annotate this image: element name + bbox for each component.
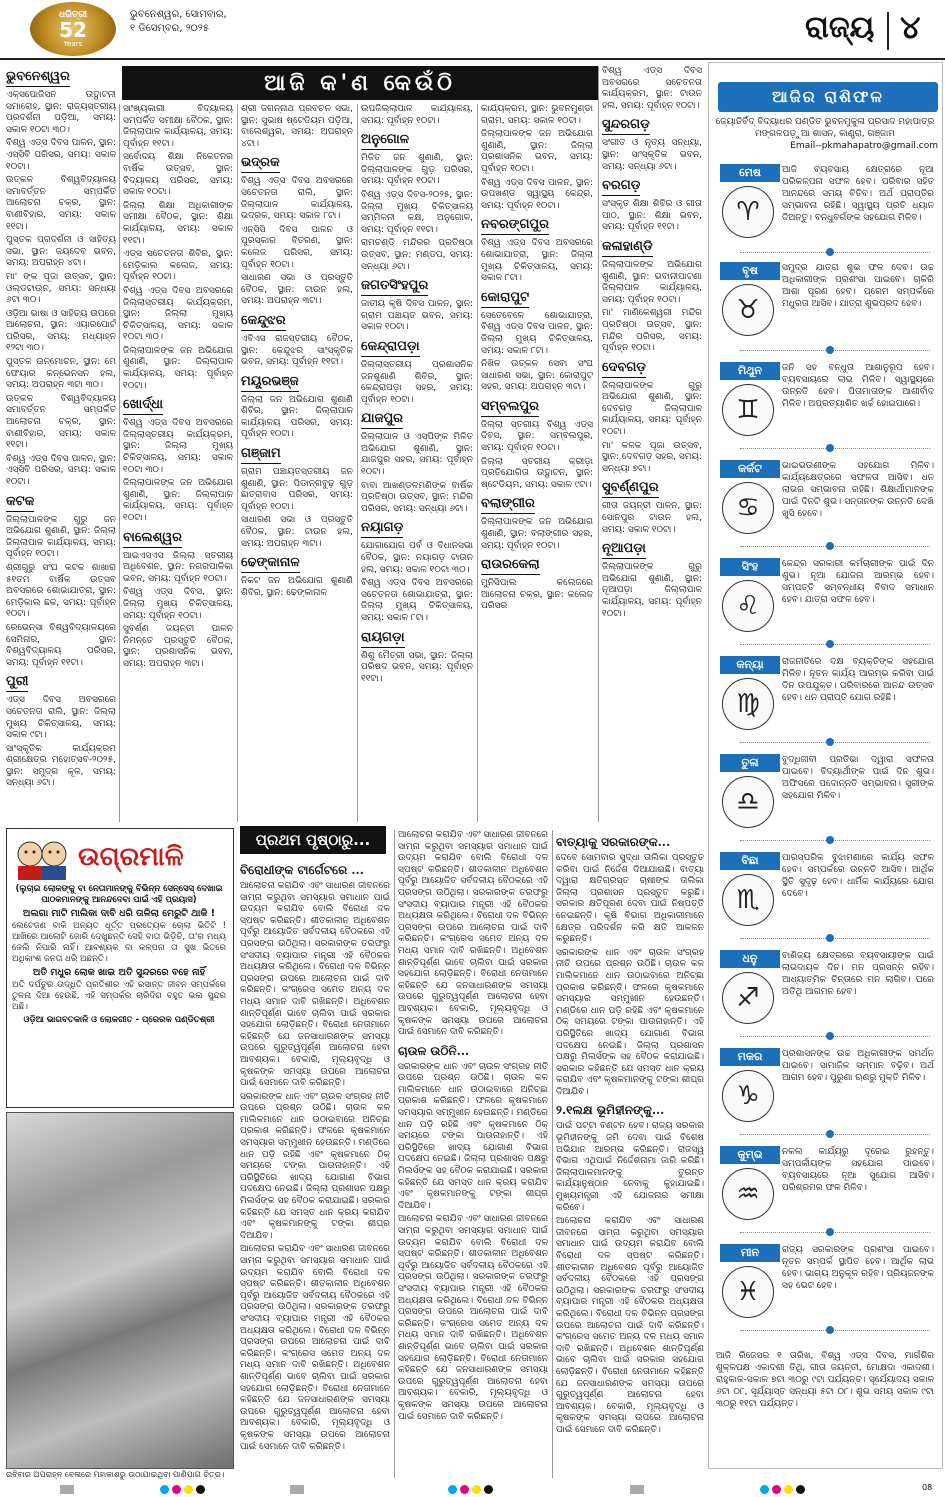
column-rule <box>357 104 358 822</box>
event-item: ବିଶ୍ୱ ଏଡ୍ସ ଦିବସ ଅବସରରେ ଜିଲ୍ଲାସ୍ତରୀୟ କାର୍ଯ୍ୟକ୍ରମ, ସ୍ଥାନ: ଜିଲ୍ଲା ମୁଖ୍ୟ ଚିକିତ୍ସାଳୟ, ସମୟ: ସକାଳ ୧୦ଟା ୩୦। <box>123 418 233 475</box>
event-item: ଜିଲ୍ଲା ଶିକ୍ଷା ଅଧିକାରୀଙ୍କ ସମୀକ୍ଷା ବୈଠକ, ସ୍ଥାନ: ଶିକ୍ଷା କାର୍ଯ୍ୟାଳୟ, ସମୟ: ସକାଳ ୧୧ଟା। <box>123 200 233 246</box>
story-headline: ବିରୋଧୀଙ୍କ ଟାର୍ଗେଟରେ ... <box>240 863 364 877</box>
event-item: ଜିଲ୍ଲାପାଳଙ୍କ ଅଭିଯୋଗ ଶୁଣାଣି, ସ୍ଥାନ: ଭବାନୀପାଟଣା ଜିଲ୍ଲାପାଳ କାର୍ଯ୍ୟାଳୟ, ସମୟ: ପୂର୍ବାହ୍ନ ୧୦ଟା। <box>602 259 702 305</box>
event-item: ବିଶ୍ୱ ଏଡ୍ସ ଦିବସ ଅବସରରେ ଜିଲ୍ଲାସ୍ତରୀୟ କାର୍ଯ୍ୟକ୍ରମ, ସ୍ଥାନ: ଜିଲ୍ଲା ମୁଖ୍ୟ ଚିକିତ୍ସାଳୟ, ସମୟ: ସକାଳ ୧୦ଟା ୩୦। <box>123 285 233 343</box>
district-heading: ରାୟଗଡ଼ା <box>361 629 405 648</box>
cyan-reg-mark <box>448 1485 457 1494</box>
district-heading: ବାଲେଶ୍ୱର <box>123 529 182 548</box>
taurus-icon: ♉ <box>722 284 774 336</box>
event-item: ଜିଲ୍ଲାପାଳଙ୍କ ଜନ ଅଭିଯୋଗ ଶୁଣାଣି, ସ୍ଥାନ: ଜିଲ୍ଲାପାଳ କାର୍ଯ୍ୟାଳୟ, ସମୟ: ପୂର୍ବାହ୍ନ ୧୦ଟା। <box>123 345 233 391</box>
event-item: ରେଭେନ୍ସା ବିଶ୍ୱବିଦ୍ୟାଳୟରେ ସେମିନାର, ସ୍ଥାନ: ବିଶ୍ୱବିଦ୍ୟାଳୟ ପରିସର, ସମୟ: ପୂର୍ବାହ୍ନ ୧୧ଟା। <box>6 622 116 668</box>
event-item: ଶ୍ରୀଗୁରୁ ସଂଘ କଟକ ଶାଖାର ୫୧ତମ ବାର୍ଷିକ ଉତ୍ସବ ଅବସରରେ ଶୋଭାଯାତ୍ରା, ସ୍ଥାନ: ମେଡ଼ିକାଲ ଛକ, ସମୟ: ପୂର୍ବାହ୍ନ ୧୦ଟା। <box>6 562 116 620</box>
events-column-1 <box>6 66 116 824</box>
event-item: ଏକ୍ସପୋଜିସନ ଉଦ୍ଘାଟନୀ ସମାରୋହ, ସ୍ଥାନ: ରାଜ୍ୟସ୍ତରୀୟ ପ୍ରଦର୍ଶନୀ ପଡ଼ିଆ, ସମୟ: ସକାଳ ୧୦ଟା ୩୦। <box>6 90 116 135</box>
event-item: ନିକଟ ଜନ ଅଭିଯୋଗ ଶୁଣାଣି ଶିବିର, ସ୍ଥାନ: ଢେଙ୍କାନାଳ <box>241 576 353 598</box>
event-item: ସାଧାରଣ ସଭା ଓ ପ୍ରସ୍ତୁତି ବୈଠକ, ସ୍ଥାନ: ଟାଉନ ହଲ, ସମୟ: ଅପରାହ୍ନ ୩ଟା। <box>241 273 353 307</box>
event-item: ଏଡ୍ସ ସଚେତନତା ଶିବିର, ସ୍ଥାନ: ମେଡ଼ିକାଲ କଲେଜ, ସମୟ: ପୂର୍ବାହ୍ନ ୧୦ଟା। <box>123 249 233 283</box>
sign-text: ରାଜ୍ୟ ସରକାରଙ୍କ ପ୍ରଶଂସା ପାଇବେ। ନୂତନ ସମ୍ପର୍କ ସ୍ଥାପିତ ହେବ। ଆର୍ଥିକ ଲାଭ ହେବ। ଭାଗ୍ୟ ଅନୁକୂଳ ରହିବ। ପ୍ରିୟଜନଙ୍କ ସହ ଭେଟ ହେବ। <box>782 1245 934 1291</box>
event-item: ବିଶ୍ୱ ଏଡ୍ସ ଦିବସ ପାଳନ, ସ୍ଥାନ: ଏସ୍‌ସିବି ପରିସର, ସମୟ: ସକାଳ ୧୦ଟା। <box>6 138 116 172</box>
event-item: ସେତେବେଳେ ଶୋଭାଯାତ୍ରା, ବିଶ୍ୱ ଏଡ୍ସ ଦିବସ ପାଳନ, ସ୍ଥାନ: ଜିଲ୍ଲା ମୁଖ୍ୟ ଚିକିତ୍ସାଳୟ, ସମୟ: ସକାଳ ୮ଟା। <box>481 310 593 356</box>
event-item: ଉପଜିଲ୍ଲାପାଳ କାର୍ଯ୍ୟାଳୟ, ସମୟ: ପୂର୍ବାହ୍ନ ୧୦ଟା। <box>361 104 473 126</box>
pisces-icon: ♓ <box>722 1266 774 1318</box>
magenta-reg-mark <box>172 1485 181 1494</box>
event-item: ସାଧାରଣ ସଭା ଓ ପ୍ରସ୍ତୁତି ବୈଠକ, ସ୍ଥାନ: ଟାଉନ ହଲ, ସମୟ: ଅପରାହ୍ନ ୩ଟା। <box>241 515 353 549</box>
event-item: ଜିଲ୍ଲାପାଳଙ୍କ ଜନ ଅଭିଯୋଗ ଶୁଣାଣି, ସ୍ଥାନ: ଜିଲ୍ଲାପାଳ କାର୍ଯ୍ୟାଳୟ, ସମୟ: ପୂର୍ବାହ୍ନ ୧୦ଟା। <box>123 478 233 523</box>
sign-label: ତୁଳା <box>720 754 780 772</box>
story-body: ଆଲୋଚନା କରାଯିବ ଏବଂ ସାଧାରଣ ଜୀବନରେ ସାମ୍ନା କରୁଥିବା ସମସ୍ୟାର ସମାଧାନ ପାଇଁ ଉଦ୍ୟମ କରାଯିବ ବୋଲି ବିରୋଧୀ ଦଳ ସ୍ପଷ୍ଟ କରିଛନ୍ତି। ଶୀତକାଳୀନ ଅଧିବେଶନ ପୂର୍ବରୁ ଆୟୋଜିତ ସର୍ବଦଳୀୟ ବୈଠକରେ ଏହି ପ୍ରସଙ୍ଗ ଉଠିଥିଲା। ସରକାରଙ୍କ ତରଫରୁ ସଂସଦୀୟ ବ୍ୟାପାର ମନ୍ତ୍ରୀ ଏହି ବୈଠକର ଅଧ୍ୟକ୍ଷତା କରିଥିଲେ। ବିରୋଧୀ ଦଳ ବିଭିନ୍ନ ପ୍ରସଙ୍ଗ ଉପରେ ଆଲୋଚନା ପାଇଁ ଦାବି କରିଛନ୍ତି। କଂଗ୍ରେସ ସମେତ ଅନ୍ୟ ଦଳ ମଧ୍ୟ ସମାନ ଦାବି ରଖିଛନ୍ତି। ଅଧିବେଶନ ଶାନ୍ତିପୂର୍ଣ୍ଣ ଭାବେ ଚାଲିବା ପାଇଁ ସରକାର ସହଯୋଗ ଲୋଡ଼ିଛନ୍ତି। ବିରୋଧୀ ନେତାମାନେ କହିଛନ୍ତି ଯେ ଜନସାଧାରଣଙ୍କ ସମସ୍ୟା ଉପରେ ଗୁରୁତ୍ୱପୂର୍ଣ୍ଣ ଆଲୋଚନା ହେବା ଆବଶ୍ୟକ। ବେକାରି, ମୂଲ୍ୟବୃଦ୍ଧି ଓ କୃଷକଙ୍କ ସମସ୍ୟା ଉପରେ ଆଲୋଚନା ପାଇଁ ସେମାନେ ଦାବି କରିଛନ୍ତି। <box>240 881 390 1089</box>
events-column-3 <box>241 104 353 822</box>
event-item: ଜିଲ୍ଲା ସ୍ତରୀୟ ବିଶ୍ୱ ଏଡ୍ସ ଦିବସ, ସ୍ଥାନ: ସମ୍ବଲପୁର, ସମୟ: ପୂର୍ବାହ୍ନ ୧୦ଟା। <box>481 419 593 454</box>
event-item: ବିଶ୍ୱ ଏଡ୍ସ ଦିବସ ଅବସରରେ ଶୋଭାଯାତ୍ରା, ସ୍ଥାନ: ଜିଲ୍ଲା ମୁଖ୍ୟ ଚିକିତ୍ସାଳୟ, ସମୟ: ସକାଳ ୮ଟା। <box>481 238 593 284</box>
district-heading: ଖୋର୍ଦ୍ଧା <box>123 396 163 415</box>
capricorn-icon: ♑ <box>722 1070 774 1122</box>
sign-label: ଧନୁ <box>720 950 780 968</box>
story-body: ସରକାରଙ୍କ ଧାନ ଏବଂ ଚାଉଳ ସଂଗ୍ରହ ନୀତି ଉପରେ ପ୍ରଶ୍ନ ଉଠିଛି। ଚାଉଳ କଳ ମାଲିକମାନେ ଧାନ ଉଠାଇବାରେ ଅନିଚ୍ଛା ପ୍ରକାଶ କରିଛନ୍ତି। ଫଳରେ କୃଷକମାନେ ସମସ୍ୟାର ସମ୍ମୁଖୀନ ହେଉଛନ୍ତି। ମଣ୍ଡିରେ ଧାନ ପଡ଼ି ରହିଛି ଏବଂ କୃଷକମାନେ ଠିକ୍ ସମୟରେ ଟଙ୍କା ପାଉନାହାନ୍ତି। ଏହି ପରିସ୍ଥିତିରେ ଖାଦ୍ୟ ଯୋଗାଣ ବିଭାଗ ପଦକ୍ଷେପ ନେଇଛି। ଜିଲ୍ଲା ପ୍ରଶାସନ ପକ୍ଷରୁ ମିଲର୍ସଙ୍କ ସହ ବୈଠକ କରାଯାଇଛି। ସରକାର କହିଛନ୍ତି ଯେ ସମସ୍ତ ଧାନ କ୍ରୟ କରାଯିବ ଏବଂ କୃଷକମାନଙ୍କୁ ଟଙ୍କା ଶୀଘ୍ର ଦିଆଯିବ। <box>240 1091 390 1241</box>
sign-label: କୁମ୍ଭ <box>720 1146 780 1164</box>
sign-label: କନ୍ୟା <box>720 656 780 674</box>
sign-label: ମିଥୁନ <box>720 362 780 380</box>
yellow-reg-mark <box>184 1485 193 1494</box>
front-col-3 <box>556 830 704 1478</box>
ugramali-body: ଲେଟେଜଣ ବାକି ଅନ୍ୟତ ଧୂର୍ତ୍ତ ପ୍ରତ୍ୟେକ ଚୋଲା ଭିତିଟି ! ଆଖିରେ ଆଲୋଟି ଜୋରି ଦେଖୁଛନ୍ତି ସେହି ବାତା ଭିଡ଼ିଚି, ତା'ର ମଧ୍ୟ ଜେଲି ନିପାରି ନାହିଁ। ଆବଶ୍ୟକ ଦା କଳ୍ପନା ତା ସୁଖ ଭିତରେ ଅଧିକାଂଶ ଜନତା ଧରି ଅଛନ୍ତି। <box>12 921 226 964</box>
print-mark <box>630 1485 644 1494</box>
divider <box>740 546 930 553</box>
sign-text: ପ୍ରଶାସନଙ୍କ ଉଚ୍ଚ ଅଧିକାରୀଙ୍କ ସମର୍ଥନ ପାଇବେ। ସାମାଜିକ ସମ୍ମାନ ବଢ଼ିବ। ଅର୍ଥ ଆଗମ ହେବ। ପୁରୁଣା ଋଣରୁ ମୁକ୍ତି ମିଳିବ। <box>782 1049 934 1083</box>
divider <box>740 1134 930 1141</box>
divider <box>740 742 930 749</box>
divider <box>740 252 930 259</box>
district-heading: କଟକ <box>6 493 34 512</box>
aquarius-icon: ♒ <box>722 1168 774 1220</box>
front-page-label: ପ୍ରଥମ ପୃଷ୍ଠାରୁ... <box>240 826 386 854</box>
events-column-2 <box>123 104 233 822</box>
district-heading: ସୁବର୍ଣ୍ଣପୁର <box>602 479 659 498</box>
cancer-icon: ♋ <box>722 482 774 534</box>
column-rule <box>237 104 238 822</box>
logo-years-label: Years <box>63 40 83 48</box>
ugramali-credit: ଓଡ଼ିଆ ଭାଗବତକାଳି ଓ ଲୋକଗୀତ - ପ୍ରେରକ ପଣ୍ଡିତଶ୍ରୀ <box>23 1015 215 1025</box>
astrologer-email: Email--pkmahapatro@gmail.com <box>790 141 938 151</box>
sign-text: ଆଜି ବ୍ୟବସାୟ କ୍ଷେତ୍ରରେ ନୂଆ ପରିକଳ୍ପନା ସଫଳ ହେବ। ପରିବାର ସହିତ ଆନନ୍ଦରେ ସମୟ ବିତିବ। ଅର୍ଥ ପ୍ରାପ୍ତିର ସମ୍ଭାବନା ରହିଛି। ସ୍ୱାସ୍ଥ୍ୟ ପ୍ରତି ଧ୍ୟାନ ଦିଅନ୍ତୁ। ବନ୍ଧୁବର୍ଗଙ୍କ ସହଯୋଗ ମିଳିବ। <box>782 165 934 223</box>
district-heading: ବଲାଙ୍ଗୀର <box>481 495 535 514</box>
event-item: ସଂସ୍କୃତ ଶିକ୍ଷା ଶିବିର ଓ ଗୀତା ପାଠ, ସ୍ଥାନ: ଶିକ୍ଷା ଭବନ, ସମୟ: ପୂର୍ବାହ୍ନ ୧୧ଟା। <box>602 199 702 233</box>
event-item: ଜିଲ୍ଲାପାଳଙ୍କ ଜନ ଅଭିଯୋଗ ଶୁଣାଣି, ସ୍ଥାନ: ଜିଲ୍ଲା ପ୍ରଶାସନିକ ଭବନ, ସମୟ: ପୂର୍ବାହ୍ନ ୧୦ଟା। <box>481 129 593 174</box>
district-heading: ରାଉରକେଲା <box>481 556 540 575</box>
district-heading: ନୂଆପଡ଼ା <box>602 540 646 559</box>
column-rule <box>552 830 553 1478</box>
event-item: ମିଳିତ ଜନ ଶୁଣାଣି, ସ୍ଥାନ: ଜିଲ୍ଲାପାଳଙ୍କ ଗୁଡ଼ ପରିସର, ସମୟ: ପୂର୍ବାହ୍ନ ୧୦ଟା। <box>361 153 473 187</box>
sign-text: କେନ୍ଦ୍ର ସରକାରୀ କର୍ମଚାରୀଙ୍କ ପାଇଁ ଦିନ ଶୁଭ। ନୂଆ ଯୋଜନା ଆରମ୍ଭ ହେବ। ସମ୍ପତ୍ତି ସମ୍ବନ୍ଧୀୟ ବିବାଦ ସମାଧାନ ହେବ। ଯାତ୍ରା ସଫଳ ହେବ। <box>782 559 934 605</box>
event-item: ବିଶ୍ୱ ଏଡ୍ସ ଦିବସ-୨୦୨୫, ସ୍ଥାନ: ଜିଲ୍ଲା ମୁଖ୍ୟ ଚିକିତ୍ସାଳୟ ସମ୍ମିଳନୀ କକ୍ଷ, ଅନୁଗୋଳ, ସମୟ: ପୂର୍ବାହ୍ନ ୧୧ଟା। <box>361 189 473 235</box>
event-item: ଏନ୍‌ସିସି ଦିବସ ପାଳନ ଓ ପୁରସ୍କାର ବିତରଣ, ସ୍ଥାନ: କଲେଜ ପରିସର, ସମୟ: ପୂର୍ବାହ୍ନ ୧୦ଟା। <box>241 224 353 270</box>
ugramali-subtitle: (ଲୁଚାଇ ଲୋକଙ୍କୁ ବା ନେତାମାନଙ୍କୁ ବିଭିନ୍ନ ସେନ୍ସେସ୍ ଦେଖାଇ ପାଠକମାନଙ୍କୁ ଆନନ୍ଦଦେବା ପାଇଁ ଏହି ପ୍ରୟାସ) <box>15 884 223 905</box>
dateline-date: ୧ ଡିସେମ୍ବର, ୨୦୨୫ <box>130 23 210 34</box>
sign-label: କର୍କଟ <box>720 460 780 478</box>
events-column-5 <box>481 104 593 822</box>
cyan-reg-mark <box>760 1485 769 1494</box>
sign-text: ସମୁଦ୍ର ଯାତ୍ରା ଶୁଭ ଫଳ ଦେବ। ଉଚ୍ଚ ଅଧିକାରୀଙ୍କ ପ୍ରଶଂସା ପାଇବେ। ଚାକିରି ଆଶା ପୂରଣ ହେବ। ପ୍ରେମ ସମ୍ପର୍କରେ ମଧୁରତା ଆସିବ। ଯାତ୍ରା ଶୁଭପ୍ରଦ ହେବ। <box>782 263 934 309</box>
events-banner: ଆଜି କ'ଣ କେଉଁଠି <box>122 66 598 100</box>
sign-text: ନକଲ କାର୍ଯ୍ୟରୁ ଦୂରେଇ ରୁହନ୍ତୁ। ସମ୍ପର୍କୀୟଙ୍କ ସହଯୋଗ ପାଇବେ। ବ୍ୟବସାୟରେ ନୂଆ ସୁଯୋଗ ଆସିବ। ପରିଶ୍ରମର ଫଳ ମିଳିବ। <box>782 1147 934 1193</box>
event-item: ମା' ଙ୍କ ପୂଜା ଉତ୍ସବ, ସ୍ଥାନ: ଓଲ୍ଡଟାଉନ, ସମୟ: ସନ୍ଧ୍ୟା ୬ଟା ୩୦। <box>6 271 116 306</box>
story-body: ସରକାରଙ୍କ ଧାନ ଏବଂ ଚାଉଳ ସଂଗ୍ରହ ନୀତି ଉପରେ ପ୍ରଶ୍ନ ଉଠିଛି। ଚାଉଳ କଳ ମାଲିକମାନେ ଧାନ ଉଠାଇବାରେ ଅନିଚ୍ଛା ପ୍ରକାଶ କରିଛନ୍ତି। ଫଳରେ କୃଷକମାନେ ସମସ୍ୟାର ସମ୍ମୁଖୀନ ହେଉଛନ୍ତି। ମଣ୍ଡିରେ ଧାନ ପଡ଼ି ରହିଛି ଏବଂ କୃଷକମାନେ ଠିକ୍ ସମୟରେ ଟଙ୍କା ପାଉନାହାନ୍ତି। ଏହି ପରିସ୍ଥିତିରେ ଖାଦ୍ୟ ଯୋଗାଣ ବିଭାଗ ପଦକ୍ଷେପ ନେଇଛି। ଜିଲ୍ଲା ପ୍ରଶାସନ ପକ୍ଷରୁ ମିଲର୍ସଙ୍କ ସହ ବୈଠକ କରାଯାଇଛି। ସରକାର କହିଛନ୍ତି ଯେ ସମସ୍ତ ଧାନ କ୍ରୟ କରାଯିବ ଏବଂ କୃଷକମାନଙ୍କୁ ଟଙ୍କା ଶୀଘ୍ର ଦିଆଯିବ। <box>556 947 704 1097</box>
ugramali-title: ଉଗ୍ରମାଳି <box>78 842 184 872</box>
aries-icon: ♈ <box>722 186 774 238</box>
section-title: ରାଜ୍ୟ <box>805 10 875 45</box>
event-item: ସଂଗୀତ ଓ ନୃତ୍ୟ ସନ୍ଧ୍ୟା, ସ୍ଥାନ: ସାଂସ୍କୃତିକ ଭବନ, ସମୟ: ସନ୍ଧ୍ୟା ୬ଟା। <box>602 138 702 172</box>
ugramali-body-2: ଅତି ଦର୍ପଚୁର ଉଦ୍ଧିତି ପ୍ରତିଶୀର ଏହି ରସାନ୍ତ ଜୀବନ ସମ୍ପର୍କରେ ତୁଳନା ଦିଆ ହେଉଛି, ଏହି ସମ୍ପର୍କର ଚାରିଦିଗ ବହୁତ ଭଲ ସୁନ୍ଦର ଅଛି। <box>12 980 226 1012</box>
sign-label: ବୃଷ <box>720 262 780 280</box>
black-reg-mark <box>196 1485 205 1494</box>
event-item: ଜିଲ୍ଲାପାଳଙ୍କ ଗୁରୁ ଜନ ଅଭିଯୋଗ ଶୁଣାଣି, ସ୍ଥାନ: ଜିଲ୍ଲା ଜିଲ୍ଲାପାଳ କାର୍ଯ୍ୟାଳୟ, ସମୟ: ପୂର୍ବାହ୍ନ ୧୦ଟା। <box>6 514 116 560</box>
cyan-reg-mark <box>160 1485 169 1494</box>
district-heading: ଦେବଗଡ଼ <box>602 359 646 378</box>
divider <box>740 1036 930 1043</box>
print-mark <box>60 1485 74 1494</box>
event-item: ଏବିଏସ ରାଜସ୍ତରୀୟ ବୈଠକ, ସ୍ଥାନ: କେନ୍ଦୁଝର ସାଂସ୍କୃତିକ ଭବନ, ସମୟ: ପୂର୍ବାହ୍ନ ୧୧ଟା। <box>241 333 353 368</box>
front-col-1 <box>240 858 390 1478</box>
district-heading: ଢେଙ୍କାନାଳ <box>241 554 300 573</box>
ugramali-verse-2: ଅତି ମଧୁର ଲୋକ ଖାଇ ଅତି ସୁନ୍ଦରରେ ବହେ ନାହିଁ <box>32 967 206 978</box>
district-heading: କେନ୍ଦୁଝର <box>241 312 286 331</box>
divider <box>740 1330 930 1337</box>
event-item: ପୁସ୍ତକ ପ୍ରଦର୍ଶନୀ ଓ ସାହିତ୍ୟ ସଭା, ସ୍ଥାନ: ଜୟଦେବ ଭବନ, ସମୟ: ଅପରାହ୍ନ ୪ଟା। <box>6 235 116 269</box>
district-heading: କେନ୍ଦ୍ରାପଡ଼ା <box>361 338 420 357</box>
event-item: ଯୋଗାଯୋଗ ପର୍ବ ଓ ବିଧାନସଭା ବୈଠକ, ସ୍ଥାନ: ନୟାଗଡ଼ ଟାଉନ ହଲ, ସମୟ: ସକାଳ ୧୦ଟା ୩୦। <box>361 541 473 575</box>
district-heading: ବରଗଡ଼ <box>602 177 640 196</box>
event-item: ବିଶ୍ୱ ଏଡ୍ସ ଦିବସ ଅବସରରେ ସଚେତନତା କାର୍ଯ୍ୟକ୍ରମ, ସ୍ଥାନ: ଟାଉନ ହଲ, ସମୟ: ପୂର୍ବାହ୍ନ ୧୦ଟା। <box>602 66 702 111</box>
ugramali-verse: ଅଲଗା ମାଟି ମାଲିକା ଦାବି ଧରି ତାଳିଲା ମେରୁଟି ଥାକି ! <box>22 908 216 919</box>
sign-label: ମେଷ <box>720 164 780 182</box>
event-item: ସାଂସ୍କୃତିକ କାର୍ଯ୍ୟକ୍ରମ ଶ୍ରୀକ୍ଷେତ୍ର ମହୋତ୍ସବ-୨୦୨୫, ସ୍ଥାନ: ସମୁଦ୍ର କୂଳ, ସମୟ: ସନ୍ଧ୍ୟା ୬ଟା। <box>6 743 116 789</box>
event-item: ଗ୍ରାମ ପଞ୍ଚାୟତସ୍ତରୀୟ ଜନ ଶୁଣାଣି, ସ୍ଥାନ: ପିଡାନ୍ଗବୁଢ଼ ଗୁଡ଼ ଛାତ୍ରାବାସ ପରିସର, ସମୟ: ପୂର୍ବାହ୍ନ ୧୦ଟା। <box>241 467 353 512</box>
district-heading: ଜଗତସିଂହପୁର <box>361 277 428 296</box>
sign-label: ମକର <box>720 1048 780 1066</box>
event-item: ଜିଲ୍ଲାପାଳଙ୍କ ଗୁରୁ ଅଭିଯୋଗ ଶୁଣାଣି, ସ୍ଥାନ: ନୂଆପଡ଼ା ଜିଲ୍ଲାପାଳ କାର୍ଯ୍ୟାଳୟ, ସମୟ: ପୂର୍ବାହ୍ନ ୧୦ଟା। <box>602 562 702 619</box>
page-code: 08 <box>922 1483 933 1492</box>
story-body: ପାଇଁ ପଟ୍ଟା ବଣ୍ଟନ ହେବ। ରାଜ୍ୟ ସରକାର ଭୂମିହୀନଙ୍କୁ ଜମି ଦେବା ପାଇଁ ବିଶେଷ ଅଭିଯାନ ଆରମ୍ଭ କରିଛନ୍ତି। ରାଜସ୍ୱ ବିଭାଗ ଏଥିପାଇଁ ନିର୍ଦ୍ଦେଶନାମା ଜାରି କରିଛି। ଜିଲ୍ଲାପାଳମାନଙ୍କୁ ତୁରନ୍ତ କାର୍ଯ୍ୟାନୁଷ୍ଠାନ ନେବାକୁ କୁହାଯାଇଛି। ମୁଖ୍ୟମନ୍ତ୍ରୀ ଏହି ଯୋଜନାର ସମୀକ୍ଷା କରିବେ। <box>556 1121 704 1213</box>
divider <box>740 840 930 847</box>
district-heading: ଅନୁଗୋଳ <box>361 131 409 150</box>
story-headline: ବାତ୍ୟାକୁ ସରକାରଙ୍କ... <box>556 835 671 849</box>
sign-text: ବାଣିଜ୍ୟ କ୍ଷେତ୍ରରେ ବ୍ୟବସାୟୀଙ୍କ ପାଇଁ ଲାଭଦାୟକ ଦିନ। ମନ ପ୍ରସନ୍ନ ରହିବ। ଆଧ୍ୟାତ୍ମିକ ଚିନ୍ତାରେ ମନ ଲାଗିବ। ଘରେ ଅତିଥି ଆଗମନ ହେବ। <box>782 951 934 997</box>
caricature-icon <box>14 836 72 882</box>
magenta-reg-mark <box>772 1485 781 1494</box>
district-heading: ଭୁବନେଶ୍ୱର <box>6 68 70 87</box>
event-item: ଉତ୍କଳ ବିଶ୍ୱବିଦ୍ୟାଳୟ ସମାବର୍ତ୍ତନ ସମ୍ପର୍କିତ ଆଲୋଚନା ଚକ୍ର, ସ୍ଥାନ: ବାଣୀବିହାର, ସମୟ: ସକାଳ ୧୧ଟା। <box>6 393 116 451</box>
satellite-caption: ରବିବାର ଅପରାହ୍ନ ବେଳାରେ ମହାକାଶରୁ ଉଠାଯାଇଥିବା ପାଣିପାଗ ଚିତ୍ର। <box>6 1470 225 1479</box>
district-heading: ଭଦ୍ରକ <box>241 154 280 173</box>
sign-text: ପାରସ୍ପରିକ ବୁଝାମଣାରେ କାର୍ଯ୍ୟ ସଫଳ ହେବ। ସମ୍ପର୍କରେ ଉନ୍ନତି ଆସିବ। ଆର୍ଥିକ ସ୍ଥିତି ସୁଦୃଢ଼ ହେବ। ଧାର୍ମିକ କାର୍ଯ୍ୟରେ ଯୋଗ ଦେବେ। <box>782 853 934 899</box>
dateline <box>130 8 227 36</box>
event-item: ମୁନିସିପାଲ କଲେଜରେ ଆଲୋଚନା ଚକ୍ର, ସ୍ଥାନ: କଲେଜ ପରିସର <box>481 578 593 612</box>
story-headline: ଚାଉଳ ଉଠିନି... <box>398 1043 470 1058</box>
event-item: ନିଖିଳ ଉତ୍କଳ ସେବା ସଂଘ ସାଧାରଣ ସଭା, ସ୍ଥାନ: କୋରାପୁଟ ସହର, ସମୟ: ଅପରାହ୍ନ ୩ଟା। <box>481 359 593 393</box>
horoscope-title: ଆଜିର ରାଶିଫଳ <box>718 82 938 112</box>
events-column-4 <box>361 104 473 822</box>
event-item: ପୁସ୍ତକ ଉନ୍ମୋଚନ, ସ୍ଥାନ: ମେ ଫେୟାର କନ୍‌ଭେନସନ ହଲ, ସମୟ: ଅପରାହ୍ନ ୩ଟା ୩୦। <box>6 357 116 391</box>
event-item: ଉତ୍କଳ ବିଶ୍ୱବିଦ୍ୟାଳୟ ସମାବର୍ତ୍ତନ ସମ୍ପର୍କିତ ଆଲୋଚନା ଚକ୍ର, ସ୍ଥାନ: ବାଣୀବିହାର, ସମୟ: ସକାଳ ୧୧ଟା। <box>6 175 116 232</box>
dateline-place: ଭୁବନେଶ୍ୱର, ସୋମବାର, <box>130 9 227 20</box>
event-item: ଜିଲ୍ଲା ସ୍ତରୀୟ କ୍ରୀଡ଼ା ପ୍ରତିଯୋଗିତା ଉଦ୍ଘାଟନ, ସ୍ଥାନ: ଷ୍ଟେଡିୟମ, ସମୟ: ସକାଳ ୯ଟା। <box>481 456 593 490</box>
gemini-icon: ♊ <box>722 384 774 436</box>
event-item: ଓଡ଼ିଆ ଭାଷା ଓ ସାହିତ୍ୟ ଉପରେ ଆଲୋଚନା, ସ୍ଥାନ: ଏୟାରପୋର୍ଟ ପରିସର, ସମୟ: ମଧ୍ୟାହ୍ନ ୧୨ଟା ୩୦। <box>6 308 116 354</box>
story-body: ଦେବେ ସୋମବାର ସୁଦ୍ଧା ତାଲିକା ପ୍ରସ୍ତୁତ କରିବା ପାଇଁ ନିର୍ଦ୍ଦେଶ ଦିଆଯାଇଛି। ବାତ୍ୟା ଦ୍ୱାରା କ୍ଷତିଗ୍ରସ୍ତ ଚାଷୀଙ୍କ ତାଲିକା ଜିଲ୍ଲା ପ୍ରଶାସନ ପ୍ରସ୍ତୁତ କରୁଛି। ସରକାର କ୍ଷତିପୂରଣ ଦେବା ପାଇଁ ନିଷ୍ପତ୍ତି ନେଇଛନ୍ତି। କୃଷି ବିଭାଗ ଅଧିକାରୀମାନେ କ୍ଷେତ୍ର ପରିଦର୍ଶନ କରି କ୍ଷତି ଆକଳନ କରୁଛନ୍ତି। <box>556 853 704 945</box>
astrologer-info <box>712 116 938 152</box>
district-heading: ସୁନ୍ଦରଗଡ଼ <box>602 116 650 135</box>
district-heading: ମୟୂରଭଞ୍ଜ <box>241 373 299 392</box>
column-rule <box>119 104 120 822</box>
event-item: ଏଡ୍ସ ଦିବସ ଅବସରରେ ସଚେତନତା ରାଲି, ସ୍ଥାନ: ଜିଲ୍ଲା ମୁଖ୍ୟ ଚିକିତ୍ସାଳୟ, ସମୟ: ସକାଳ ୯ଟା। <box>6 695 116 741</box>
black-reg-mark <box>484 1485 493 1494</box>
district-heading: ଯାଜପୁର <box>361 410 403 429</box>
event-item: ଜିଲ୍ଲାପାଳଙ୍କ ଜନ ଅଭିଯୋଗ ଶୁଣାଣି, ସ୍ଥାନ: ବଲାଙ୍ଗୀର ସହର, ସମୟ: ପୂର୍ବାହ୍ନ ୧୦ଟା। <box>481 517 593 551</box>
event-item: ଜିଲ୍ଲାପାଳଙ୍କ ଗୁରୁ ଅଭିଯୋଗ ଶୁଣାଣି, ସ୍ଥାନ: ଦେବଗଡ଼ ଜିଲ୍ଲାପାଳ କାର୍ଯ୍ୟାଳୟ, ସମୟ: ପୂର୍ବାହ୍ନ ୧୦ଟା। <box>602 380 702 438</box>
story-body: ଆଲୋଚନା କରାଯିବ ଏବଂ ସାଧାରଣ ଜୀବନରେ ସାମ୍ନା କରୁଥିବା ସମସ୍ୟାର ସମାଧାନ ପାଇଁ ଉଦ୍ୟମ କରାଯିବ ବୋଲି ବିରୋଧୀ ଦଳ ସ୍ପଷ୍ଟ କରିଛନ୍ତି। ଶୀତକାଳୀନ ଅଧିବେଶନ ପୂର୍ବରୁ ଆୟୋଜିତ ସର୍ବଦଳୀୟ ବୈଠକରେ ଏହି ପ୍ରସଙ୍ଗ ଉଠିଥିଲା। ସରକାରଙ୍କ ତରଫରୁ ସଂସଦୀୟ ବ୍ୟାପାର ମନ୍ତ୍ରୀ ଏହି ବୈଠକର ଅଧ୍ୟକ୍ଷତା କରିଥିଲେ। ବିରୋଧୀ ଦଳ ବିଭିନ୍ନ ପ୍ରସଙ୍ଗ ଉପରେ ଆଲୋଚନା ପାଇଁ ଦାବି କରିଛନ୍ତି। କଂଗ୍ରେସ ସମେତ ଅନ୍ୟ ଦଳ ମଧ୍ୟ ସମାନ ଦାବି ରଖିଛନ୍ତି। ଅଧିବେଶନ ଶାନ୍ତିପୂର୍ଣ୍ଣ ଭାବେ ଚାଲିବା ପାଇଁ ସରକାର ସହଯୋଗ ଲୋଡ଼ିଛନ୍ତି। ବିରୋଧୀ ନେତାମାନେ କହିଛନ୍ତି ଯେ ଜନସାଧାରଣଙ୍କ ସମସ୍ୟା ଉପରେ ଗୁରୁତ୍ୱପୂର୍ଣ୍ଣ ଆଲୋଚନା ହେବା ଆବଶ୍ୟକ। ବେକାରି, ମୂଲ୍ୟବୃଦ୍ଧି ଓ କୃଷକଙ୍କ ସମସ୍ୟା ଉପରେ ଆଲୋଚନା ପାଇଁ ସେମାନେ ଦାବି କରିଛନ୍ତି। <box>556 1216 704 1435</box>
sign-label: ମୀନ <box>720 1244 780 1262</box>
event-item: ବିଶ୍ୱ ଏଡ୍ସ ଦିବସ, ସ୍ଥାନ: ଜିଲ୍ଲା ମୁଖ୍ୟ ଚିକିତ୍ସାଳୟ, ସମୟ: ପୂର୍ବାହ୍ନ ୧୦ଟା। <box>123 587 233 621</box>
event-item: ବିଶ୍ୱ ଏଡ୍ସ ଦିବସ ଅବସରରେ ସଚେତନତା ଶୋଭାଯାତ୍ରା, ସ୍ଥାନ: ଜିଲ୍ଲା ମୁଖ୍ୟ ଚିକିତ୍ସାଳୟ, ସମୟ: ସକାଳ ୮ଟା। <box>361 578 473 623</box>
event-item: ଜିଲ୍ଲା ଜନ ଅଭିଯୋଗ ଶୁଣାଣି ଶିବିର, ସ୍ଥାନ: ଜିଲ୍ଲାପାଳ କାର୍ଯ୍ୟାଳୟ ପରିସର, ସମୟ: ପୂର୍ବାହ୍ନ ୧୦ଟା। <box>241 394 353 440</box>
yellow-reg-mark <box>472 1485 481 1494</box>
virgo-icon: ♍ <box>722 678 774 730</box>
column-rule <box>598 66 599 822</box>
sign-text: ଜନି ସହ ବନ୍ଧୁତା ଆଶାନୁରୂପ ହେବ। ବ୍ୟବସାୟରେ ଲାଭ ମିଳିବ। ସ୍ୱାସ୍ଥ୍ୟରେ ଉନ୍ନତି ହେବ। ପିତାମାତାଙ୍କ ଆଶୀର୍ବାଦ ମିଳିବ। ଅପ୍ରତ୍ୟାଶିତ ଖର୍ଚ୍ଚ ହୋଇପାରେ। <box>782 363 934 409</box>
yellow-reg-mark <box>784 1485 793 1494</box>
event-item: ଗୀତା ଜୟନ୍ତୀ ପାଳନ, ସ୍ଥାନ: ସୋନପୁର ଟାଉନ ହଲ, ସମୟ: ସକାଳ ୧୦ଟା। <box>602 501 702 535</box>
event-item: କାର୍ଯ୍ୟକ୍ରମ, ସ୍ଥାନ: ଭୁବନମୁଣ୍ଡା ଗ୍ରାମ, ସମୟ: ସକାଳ ୧୦ଟା। <box>481 104 593 126</box>
magenta-reg-mark <box>460 1485 469 1494</box>
page-number: ୪ <box>900 8 921 46</box>
event-item: ସୁବର୍ଣ୍ଣ ଜୟନ୍ତୀ ପାଳନ ନିମନ୍ତେ ପ୍ରସ୍ତୁତି ବୈଠକ, ସ୍ଥାନ: ପ୍ରଶାସନିକ ଭବନ, ସମୟ: ଅପରାହ୍ନ ୩ଟା। <box>123 624 233 669</box>
divider <box>740 644 930 651</box>
sign-text: ବୁଦ୍ଧିଜୀବୀ ପ୍ରତିଭା ଦ୍ୱାରା ସଫଳତା ପାଇବେ। ବିଦ୍ୟାର୍ଥୀଙ୍କ ପାଇଁ ଦିନ ଶୁଭ। ଅଫିସରେ ପଦୋନ୍ନତି ସମ୍ଭାବନା। ସ୍ତ୍ରୀଙ୍କ ସହଯୋଗ ମିଳିବ। <box>782 755 934 801</box>
events-column-6 <box>602 66 702 822</box>
district-heading: ନୟାଗଡ଼ <box>361 519 403 538</box>
event-item: ବିଶ୍ୱ ଏଡ୍ସ ଦିବସ ପାଳନ, ସ୍ଥାନ: ଏସ୍‌ସିବି ପରିସର, ସମୟ: ସକାଳ ୧୦ଟା। <box>6 453 116 487</box>
sign-label: ବିଛା <box>720 852 780 870</box>
district-heading: ପୁରୀ <box>6 673 28 692</box>
leo-icon: ♌ <box>722 580 774 632</box>
event-item: ସାଂଖ୍ୟକାରୀ ବିଦ୍ୟାଳୟ ସମ୍ପର୍କିତ ସମୀକ୍ଷା ବୈଠକ, ସ୍ଥାନ: ଜିଲ୍ଲାପାଳ କାର୍ଯ୍ୟାଳୟ, ସମୟ: ପୂର୍ବାହ୍ନ ୧୧ଟା। <box>123 104 233 149</box>
story-body: ସରକାରଙ୍କ ଧାନ ଏବଂ ଚାଉଳ ସଂଗ୍ରହ ନୀତି ଉପରେ ପ୍ରଶ୍ନ ଉଠିଛି। ଚାଉଳ କଳ ମାଲିକମାନେ ଧାନ ଉଠାଇବାରେ ଅନିଚ୍ଛା ପ୍ରକାଶ କରିଛନ୍ତି। ଫଳରେ କୃଷକମାନେ ସମସ୍ୟାର ସମ୍ମୁଖୀନ ହେଉଛନ୍ତି। ମଣ୍ଡିରେ ଧାନ ପଡ଼ି ରହିଛି ଏବଂ କୃଷକମାନେ ଠିକ୍ ସମୟରେ ଟଙ୍କା ପାଉନାହାନ୍ତି। ଏହି ପରିସ୍ଥିତିରେ ଖାଦ୍ୟ ଯୋଗାଣ ବିଭାଗ ପଦକ୍ଷେପ ନେଇଛି। ଜିଲ୍ଲା ପ୍ରଶାସନ ପକ୍ଷରୁ ମିଲର୍ସଙ୍କ ସହ ବୈଠକ କରାଯାଇଛି। ସରକାର କହିଛନ୍ତି ଯେ ସମସ୍ତ ଧାନ କ୍ରୟ କରାଯିବ ଏବଂ କୃଷକମାନଙ୍କୁ ଟଙ୍କା ଶୀଘ୍ର ଦିଆଯିବ। <box>398 1061 548 1211</box>
satellite-weather-image <box>6 1112 234 1469</box>
event-item: ଆଇଏସଏସ ଜିଲ୍ଲା ସ୍ତରୀୟ ଅଧିବେଶନ, ସ୍ଥାନ: ନଗରପାଳିକା ଭବନ, ସମୟ: ପୂର୍ବାହ୍ନ ୧୦ଟା। <box>123 550 233 584</box>
event-item: ବାବା ଆଖଣ୍ଡଳମଣିଙ୍କ ବାର୍ଷିକ ପ୍ରତିଷ୍ଠା ଉତ୍ସବ, ସ୍ଥାନ: ମନ୍ଦିର ପରିସର, ସମୟ: ସନ୍ଧ୍ୟା ୬ଟା। <box>361 480 473 514</box>
libra-icon: ♎ <box>722 776 774 828</box>
sign-label: ସିଂହ <box>720 558 780 576</box>
column-rule <box>477 104 478 822</box>
district-heading: କୋରାପୁଟ <box>481 289 529 308</box>
story-body: ଆଲୋଚନା କରାଯିବ ଏବଂ ସାଧାରଣ ଜୀବନରେ ସାମ୍ନା କରୁଥିବା ସମସ୍ୟାର ସମାଧାନ ପାଇଁ ଉଦ୍ୟମ କରାଯିବ ବୋଲି ବିରୋଧୀ ଦଳ ସ୍ପଷ୍ଟ କରିଛନ୍ତି। ଶୀତକାଳୀନ ଅଧିବେଶନ ପୂର୍ବରୁ ଆୟୋଜିତ ସର୍ବଦଳୀୟ ବୈଠକରେ ଏହି ପ୍ରସଙ୍ଗ ଉଠିଥିଲା। ସରକାରଙ୍କ ତରଫରୁ ସଂସଦୀୟ ବ୍ୟାପାର ମନ୍ତ୍ରୀ ଏହି ବୈଠକର ଅଧ୍ୟକ୍ଷତା କରିଥିଲେ। ବିରୋଧୀ ଦଳ ବିଭିନ୍ନ ପ୍ରସଙ୍ଗ ଉପରେ ଆଲୋଚନା ପାଇଁ ଦାବି କରିଛନ୍ତି। କଂଗ୍ରେସ ସମେତ ଅନ୍ୟ ଦଳ ମଧ୍ୟ ସମାନ ଦାବି ରଖିଛନ୍ତି। ଅଧିବେଶନ ଶାନ୍ତିପୂର୍ଣ୍ଣ ଭାବେ ଚାଲିବା ପାଇଁ ସରକାର ସହଯୋଗ ଲୋଡ଼ିଛନ୍ତି। ବିରୋଧୀ ନେତାମାନେ କହିଛନ୍ତି ଯେ ଜନସାଧାରଣଙ୍କ ସମସ୍ୟା ଉପରେ ଗୁରୁତ୍ୱପୂର୍ଣ୍ଣ ଆଲୋଚନା ହେବା ଆବଶ୍ୟକ। ବେକାରି, ମୂଲ୍ୟବୃଦ୍ଧି ଓ କୃଷକଙ୍କ ସମସ୍ୟା ଉପରେ ଆଲୋଚନା ପାଇଁ ସେମାନେ ଦାବି କରିଛନ୍ତି। <box>240 1244 390 1452</box>
district-heading: ନବରଙ୍ଗପୁର <box>481 216 549 235</box>
event-item: ରାମଚଣ୍ଡି ମନ୍ଦିରର ପ୍ରତିଷ୍ଠା ଉତ୍ସବ, ସ୍ଥାନ: ମଣ୍ଡପ, ସମୟ: ସନ୍ଧ୍ୟା ୬ଟା। <box>361 238 473 272</box>
event-item: ଜିଲ୍ଲାପାଳ ଓ ଏସ୍‌ପିଙ୍କ ମିଳିତ ଅଭିଯୋଗ ଶୁଣାଣି, ସ୍ଥାନ: ଯାଜପୁର ସହର, ସମୟ: ପୂର୍ବାହ୍ନ ୧୦ଟା। <box>361 432 473 478</box>
sagittarius-icon: ♐ <box>722 972 774 1024</box>
sign-text: ରାଜନୀତିରେ ଦକ୍ଷ ବ୍ୟକ୍ତିଙ୍କ ସହଯୋଗ ମିଳିବ। ନୂତନ କାର୍ଯ୍ୟ ଆରମ୍ଭ କରିବା ପାଇଁ ଦିନ ଉପଯୁକ୍ତ। ପରିବାରରେ ଆନନ୍ଦ ଉତ୍ସବ ହେବ। ଧନ ପ୍ରାପ୍ତି ଯୋଗ ରହିଛି। <box>782 657 934 703</box>
print-mark <box>290 1485 304 1494</box>
event-item: ମା' କଳକ ପୂଜା ଉତ୍ସବ, ସ୍ଥାନ: ଦେବଗଡ଼ ସହର, ସମୟ: ସନ୍ଧ୍ୟା ୭ଟା। <box>602 440 702 474</box>
district-heading: ସମ୍ବଲପୁର <box>481 398 539 417</box>
divider <box>740 938 930 945</box>
divider <box>740 1232 930 1239</box>
event-item: ଶିଶୁ ମୈତ୍ରୀ ସଭା, ସ୍ଥାନ: ଜିଲ୍ଲା ପରିଷଦ ଭବନ, ସମୟ: ପୂର୍ବାହ୍ନ ୧୧ଟା। <box>361 650 473 684</box>
event-item: ଜାତୀୟ କୃଷି ଦିବସ ପାଳନ, ସ୍ଥାନ: ଗ୍ରାମ ପଞ୍ଚାୟତ ଭବନ, ସମୟ: ସକାଳ ୧୦ଟା। <box>361 299 473 333</box>
logo-years: 52 <box>59 18 87 42</box>
event-item: ଜିଲ୍ଲାସ୍ତରୀୟ ପ୍ରଶାସନିକ ଜନଶୁଣାଣି ଶିବିର, ସ୍ଥାନ: କେନ୍ଦ୍ରାପଡ଼ା ସହର, ସମୟ: ପୂର୍ବାହ୍ନ ୧୦ଟା। <box>361 359 473 405</box>
astrologer-address: ମଙ୍ଗଳପଡ଼ୁଆ ଶାସନ, କାଣ୍ଡ୍ରା, ଗଞ୍ଜାମ <box>755 129 895 139</box>
section-separator <box>887 12 889 50</box>
panjika-info: ଆଜି ରିଜେସର ୧ ତାରିଖ, ବିଶ୍ୱ ଏଡ୍ସ ଦିବସ, ମାର୍ଗଶିର ଶୁକ୍ଳପକ୍ଷ ଏକାଦଶୀ ତିଥି, ଗୀତା ଜୟନ୍ତୀ, ମୋକ୍ଷଦା ଏକାଦଶୀ। ରାହୁକାଳ-ସକାଳ ୭ଟା ୩୦ରୁ ୯ଟା ପର୍ଯ୍ୟନ୍ତ। ସୂର୍ଯ୍ୟୋଦୟ ସକାଳ ୬ଟା ୦୮, ସୂର୍ଯ୍ୟାସ୍ତ ସନ୍ଧ୍ୟା ୫ଟା ୦୮। ଶୁଭ ସମୟ ସକାଳ ୯ଟା ୩୦ରୁ ୧୧ଟା ପର୍ଯ୍ୟନ୍ତ। <box>716 1351 934 1409</box>
black-reg-mark <box>796 1485 805 1494</box>
event-item: ଶ୍ରୀ ଜଗନ୍ନାଥ ପ୍ରବଚନ ସଭା, ସ୍ଥାନ: ସୁଭାଷ ଷ୍ଟେଡିୟମ ପଡ଼ିଆ, ବାଲେଶ୍ୱର, ସମୟ: ଅପରାହ୍ନ ୪ଟା। <box>241 104 353 149</box>
sign-text: ଭାଇଭଉଣୀଙ୍କ ସହଯୋଗ ମିଳିବ। କାର୍ଯ୍ୟକ୍ଷେତ୍ରରେ ସଫଳତା ଆସିବ। ଧନ ଲାଭର ସମ୍ଭାବନା ରହିଛି। ଶିକ୍ଷାର୍ଥୀମାନଙ୍କ ପାଇଁ ଦିନଟି ଶୁଭ। ସନ୍ତାନଙ୍କ ଉନ୍ନତି ଦେଖି ଖୁସି ହେବେ। <box>782 461 934 519</box>
ugramali-content <box>12 884 226 1102</box>
column-rule <box>394 830 395 1478</box>
astrologer-name: ଜ୍ୟୋତିର୍ବିଦ୍ ବିଦ୍ୟାଧର ପଣ୍ଡିତ ଭୁବନମୁକୁଳା ପ୍ରସାଦ ମହାପାତ୍ର <box>715 117 935 127</box>
divider <box>740 350 930 357</box>
logo-name: ଧରିତ୍ରୀ <box>58 10 88 20</box>
front-col-2 <box>398 830 548 1478</box>
divider <box>740 448 930 455</box>
event-item: ବିଶ୍ୱ ଏଡ୍ସ ଦିବସ ଅବସରରେ ସଚେତନତା ରାଲି, ସ୍ଥାନ: ଜିଲ୍ଲାପାଳ କାର୍ଯ୍ୟାଳୟ, ଭଦ୍ରକ, ସମୟ: ସକାଳ ୮ଟା। <box>241 176 353 222</box>
district-heading: ଗଞ୍ଜାମ <box>241 445 281 464</box>
newspaper-logo <box>30 2 116 56</box>
event-item: ବିଶ୍ୱ ଏଡ୍ସ ଦିବସ ପାଳନ, ସ୍ଥାନ: ଉପଖଣ୍ଡ ସ୍ୱାସ୍ଥ୍ୟ କେନ୍ଦ୍ର, ସମୟ: ପୂର୍ବାହ୍ନ ୧୦ଟା। <box>481 177 593 211</box>
district-heading: କଳାହାଣ୍ଡି <box>602 238 653 257</box>
scorpio-icon: ♏ <box>722 874 774 926</box>
story-headline: ୨.୧ଲକ୍ଷ ଭୂମିହୀନଙ୍କୁ... <box>556 1103 665 1118</box>
story-body: ଆଲୋଚନା କରାଯିବ ଏବଂ ସାଧାରଣ ଜୀବନରେ ସାମ୍ନା କରୁଥିବା ସମସ୍ୟାର ସମାଧାନ ପାଇଁ ଉଦ୍ୟମ କରାଯିବ ବୋଲି ବିରୋଧୀ ଦଳ ସ୍ପଷ୍ଟ କରିଛନ୍ତି। ଶୀତକାଳୀନ ଅଧିବେଶନ ପୂର୍ବରୁ ଆୟୋଜିତ ସର୍ବଦଳୀୟ ବୈଠକରେ ଏହି ପ୍ରସଙ୍ଗ ଉଠିଥିଲା। ସରକାରଙ୍କ ତରଫରୁ ସଂସଦୀୟ ବ୍ୟାପାର ମନ୍ତ୍ରୀ ଏହି ବୈଠକର ଅଧ୍ୟକ୍ଷତା କରିଥିଲେ। ବିରୋଧୀ ଦଳ ବିଭିନ୍ନ ପ୍ରସଙ୍ଗ ଉପରେ ଆଲୋଚନା ପାଇଁ ଦାବି କରିଛନ୍ତି। କଂଗ୍ରେସ ସମେତ ଅନ୍ୟ ଦଳ ମଧ୍ୟ ସମାନ ଦାବି ରଖିଛନ୍ତି। ଅଧିବେଶନ ଶାନ୍ତିପୂର୍ଣ୍ଣ ଭାବେ ଚାଲିବା ପାଇଁ ସରକାର ସହଯୋଗ ଲୋଡ଼ିଛନ୍ତି। ବିରୋଧୀ ନେତାମାନେ କହିଛନ୍ତି ଯେ ଜନସାଧାରଣଙ୍କ ସମସ୍ୟା ଉପରେ ଗୁରୁତ୍ୱପୂର୍ଣ୍ଣ ଆଲୋଚନା ହେବା ଆବଶ୍ୟକ। ବେକାରି, ମୂଲ୍ୟବୃଦ୍ଧି ଓ କୃଷକଙ୍କ ସମସ୍ୟା ଉପରେ ଆଲୋଚନା ପାଇଁ ସେମାନେ ଦାବି କରିଛନ୍ତି। <box>398 830 548 1038</box>
event-item: ସର୍ବୋଦୟ ଶିକ୍ଷା ନିକେତନର ବାର୍ଷିକ ଉତ୍ସବ, ସ୍ଥାନ: ବିଦ୍ୟାଳୟ ପରିସର, ସମୟ: ସକାଳ ୧୦ଟା। <box>123 152 233 198</box>
story-body: ଆଲୋଚନା କରାଯିବ ଏବଂ ସାଧାରଣ ଜୀବନରେ ସାମ୍ନା କରୁଥିବା ସମସ୍ୟାର ସମାଧାନ ପାଇଁ ଉଦ୍ୟମ କରାଯିବ ବୋଲି ବିରୋଧୀ ଦଳ ସ୍ପଷ୍ଟ କରିଛନ୍ତି। ଶୀତକାଳୀନ ଅଧିବେଶନ ପୂର୍ବରୁ ଆୟୋଜିତ ସର୍ବଦଳୀୟ ବୈଠକରେ ଏହି ପ୍ରସଙ୍ଗ ଉଠିଥିଲା। ସରକାରଙ୍କ ତରଫରୁ ସଂସଦୀୟ ବ୍ୟାପାର ମନ୍ତ୍ରୀ ଏହି ବୈଠକର ଅଧ୍ୟକ୍ଷତା କରିଥିଲେ। ବିରୋଧୀ ଦଳ ବିଭିନ୍ନ ପ୍ରସଙ୍ଗ ଉପରେ ଆଲୋଚନା ପାଇଁ ଦାବି କରିଛନ୍ତି। କଂଗ୍ରେସ ସମେତ ଅନ୍ୟ ଦଳ ମଧ୍ୟ ସମାନ ଦାବି ରଖିଛନ୍ତି। ଅଧିବେଶନ ଶାନ୍ତିପୂର୍ଣ୍ଣ ଭାବେ ଚାଲିବା ପାଇଁ ସରକାର ସହଯୋଗ ଲୋଡ଼ିଛନ୍ତି। ବିରୋଧୀ ନେତାମାନେ କହିଛନ୍ତି ଯେ ଜନସାଧାରଣଙ୍କ ସମସ୍ୟା ଉପରେ ଗୁରୁତ୍ୱପୂର୍ଣ୍ଣ ଆଲୋଚନା ହେବା ଆବଶ୍ୟକ। ବେକାରି, ମୂଲ୍ୟବୃଦ୍ଧି ଓ କୃଷକଙ୍କ ସମସ୍ୟା ଉପରେ ଆଲୋଚନା ପାଇଁ ସେମାନେ ଦାବି କରିଛନ୍ତି। <box>398 1214 548 1422</box>
header-rule <box>0 58 945 60</box>
event-item: ମା' ମାଣିକେଶ୍ୱରୀ ମନ୍ଦିର ପ୍ରତିଷ୍ଠା ଉତ୍ସବ, ସ୍ଥାନ: ମନ୍ଦିର ପରିସର, ସମୟ: ପୂର୍ବାହ୍ନ ୧୦ଟା। <box>602 308 702 354</box>
